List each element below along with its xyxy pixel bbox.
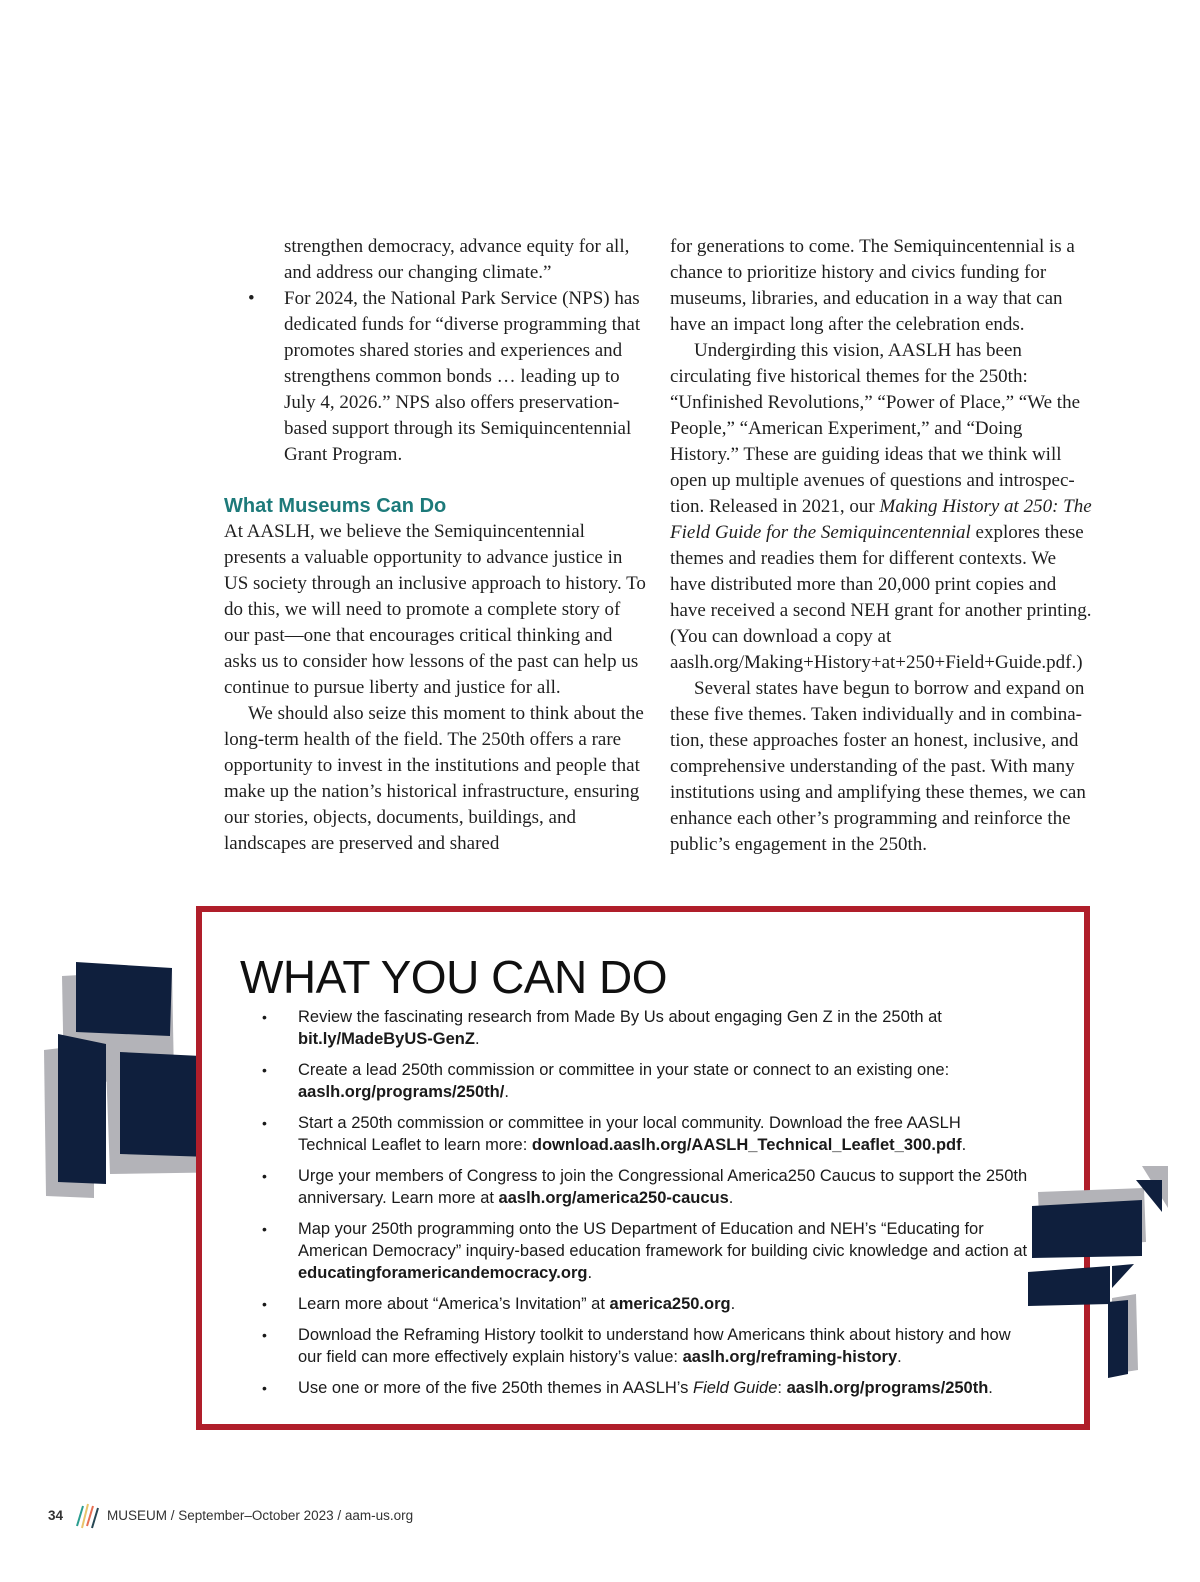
paragraph [670, 338, 1094, 676]
action-end: . [961, 1136, 967, 1154]
action-link[interactable]: america250.org [609, 1295, 731, 1313]
page-number: 34 [48, 1507, 64, 1523]
action-link[interactable]: aaslh.org/america250-caucus [498, 1189, 729, 1207]
page-footer [48, 1500, 413, 1530]
action-italic: Field Guide [693, 1379, 778, 1397]
action-item [258, 1324, 1028, 1368]
what-you-can-do-box [196, 906, 1090, 1430]
action-list [258, 1006, 1028, 1408]
paragraph: We should also seize this moment to think about the long-term health of the field. The 250th offers a rare opportunity to invest in the institutions and people that make up the nation’s historical infrastructure, ensuring our stories, objects, documents, buildings, and landscapes are preserved and shared [224, 703, 644, 854]
action-end: . [474, 1030, 480, 1048]
decorative-blocks-right [1024, 1162, 1174, 1382]
action-link[interactable]: aaslh.org/programs/250th [786, 1379, 989, 1397]
action-link[interactable]: educatingforamericandemocracy.org [298, 1264, 588, 1282]
action-text: Urge your members of Congress to join the Congressional America250 Caucus to support the 250th anniversary. Learn more at [298, 1167, 1028, 1207]
action-item [258, 1165, 1028, 1209]
action-item [258, 1377, 1028, 1399]
action-end: . [728, 1189, 734, 1207]
action-item [258, 1218, 1028, 1284]
action-text: Learn more about “America’s Invitation” at [298, 1295, 610, 1313]
issue-info: / September–October 2023 / aam-us.org [167, 1507, 414, 1523]
bullet-list [224, 234, 648, 468]
bullet-continued: strengthen democracy, advance equity for all, and address our changing climate.” [284, 236, 630, 283]
action-text: Create a lead 250th commission or committee in your state or connect to an existing one: [298, 1061, 950, 1079]
action-end: . [504, 1083, 509, 1101]
action-link[interactable]: aaslh.org/reframing-history [682, 1348, 898, 1366]
action-item [258, 1293, 1028, 1315]
box-title: WHAT YOU CAN DO [240, 951, 667, 1003]
action-end: . [988, 1379, 993, 1397]
left-column [224, 234, 648, 857]
action-link[interactable]: download.aaslh.org/AASLH_Technical_Leaflet_300.pdf [531, 1136, 962, 1154]
aam-logo-icon [73, 1500, 99, 1530]
action-link[interactable]: aaslh.org/programs/250th/ [298, 1083, 505, 1101]
action-end: . [587, 1264, 593, 1282]
action-text: Review the fascinating research from Made By Us about engaging Gen Z in the 250th at [298, 1008, 942, 1026]
action-text: Download the Reframing History toolkit to understand how Americans think about history and how our field can more effectively explain history’s value: [298, 1326, 1011, 1366]
paragraph: Several states have begun to borrow and expand on these five themes. Taken individually and in combination, these approaches foster an honest, inclusive, and comprehensive understanding of the past. With many institutions using and amplifying these themes, we can enhance each other’s programming and reinforce the public’s engagement in the 250th. [670, 678, 1086, 855]
magazine-name: MUSEUM [107, 1507, 168, 1523]
paragraph: for generations to come. The Semiquincentennial is a chance to prioritize history and civics funding for museums, libraries, and education in a way that can have an impact long after the celebration ends. [670, 236, 1075, 335]
paragraph-text: Undergirding this vision, AASLH has been circulating five historical themes for the 250th: “Unfinished Revolutions,” “Power of Place,” “We the People,” “American Experiment,” and “Doing History.” These are guiding ideas that we think will open up multiple avenues of questions and introspection. Released in 2021, our [670, 340, 1081, 517]
action-end: . [897, 1348, 902, 1366]
action-end: . [730, 1295, 736, 1313]
action-text: Map your 250th programming onto the US Department of Education and NEH’s “Educating for American Democracy” inquiry-based education framework for building civic knowledge and action at [298, 1220, 1028, 1260]
action-text: Start a 250th commission or committee in your local community. Download the free AASLH Technical Leaflet to learn more: [298, 1114, 961, 1154]
paragraph: At AASLH, we believe the Semiquincentennial presents a valuable opportunity to advance justice in US society through an inclusive approach to history. To do this, we will need to promote a complete story of our past—one that encourages critical thinking and asks us to consider how lessons of the past can help us continue to pursue liberty and justice for all. [224, 521, 646, 698]
field-guide-title: Making History at 250: The Field Guide for the Semiquincentennial [670, 496, 1092, 543]
bullet-nps: • For 2024, the National Park Service (NPS) has dedicated funds for “diverse programming that promotes shared stories and experiences and strengthens common bonds … leading up to July 4, 2026.” NPS also offers preservation-based support through its Semiquincentennial Grant Program. [224, 286, 648, 468]
action-item [258, 1059, 1028, 1103]
action-link[interactable]: bit.ly/MadeByUS-GenZ [298, 1030, 475, 1048]
action-item [258, 1112, 1028, 1156]
action-item [258, 1006, 1028, 1050]
right-column [670, 234, 1094, 858]
section-heading: What Museums Can Do [224, 495, 447, 517]
action-text: : [777, 1379, 787, 1397]
paragraph-text: explores these themes and readies them for different contexts. We have distributed more than 20,000 print copies and have received a second NEH grant for another printing. (You can download a copy at aaslh.org/Making+History+at+250+Field+Guide.pdf.) [670, 522, 1092, 673]
action-text: Use one or more of the five 250th themes in AASLH’s [298, 1379, 693, 1397]
